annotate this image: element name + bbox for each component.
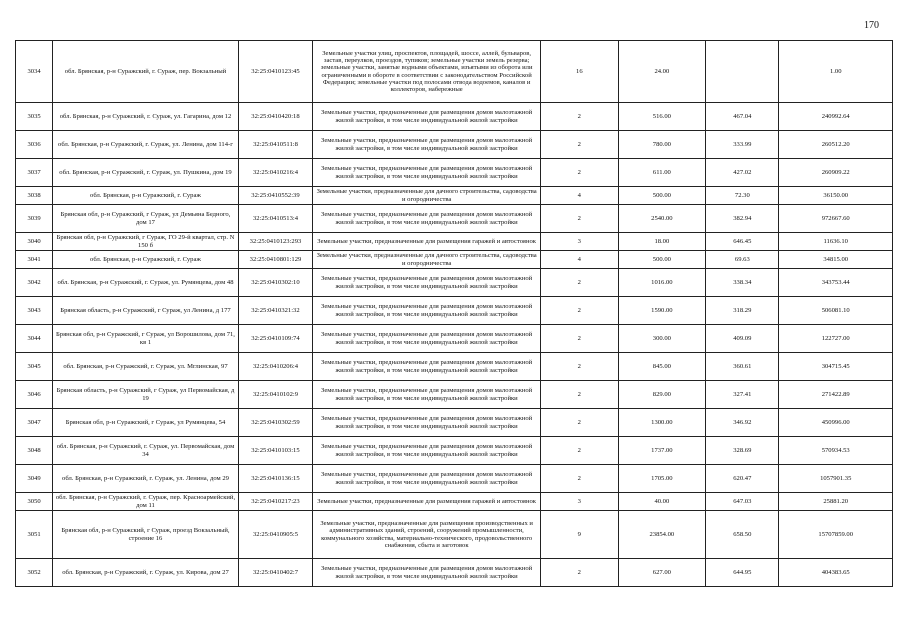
permitted-use-cell: Земельные участки, предназначенные для размещения домов малоэтажной жилой застройки, в том числе индивидуальной жилой застройки [313,465,541,493]
permitted-use-cell: Земельные участки, предназначенные для размещения домов малоэтажной жилой застройки, в том числе индивидуальной жилой застройки [313,103,541,131]
cadastral-value-cell: 1.00 [779,41,893,103]
area-cell: 40.00 [618,493,706,511]
area-cell: 780.00 [618,131,706,159]
use-group-cell: 2 [541,409,618,437]
permitted-use-cell: Земельные участки улиц, проспектов, площадей, шоссе, аллей, бульваров, застав, переулков, проездов, тупиков; земельные участки земель резерва; земельные участки, занятые водными объектами, изъятыми из оборота или ограниченными в обороте в соответствии с законодательством Российской Федерации; земельные участки под полосами отвода водоемов, каналов и коллекторов, набережные [313,41,541,103]
specific-value-cell: 646.45 [706,233,779,251]
cadastral-number-cell: 32:25:0410123:45 [238,41,312,103]
table-row [16,103,893,131]
cadastral-value-cell: 122727.00 [779,325,893,353]
row-number: 3048 [16,437,53,465]
permitted-use-cell: Земельные участки, предназначенные для размещения гаражей и автостоянок [313,493,541,511]
address-cell: обл. Брянская, р-н Суражский, г. Сураж [53,187,239,205]
table-row [16,297,893,325]
address-cell: обл. Брянская, р-н Суражский, г. Сураж, ул. Румянцева, дом 48 [53,269,239,297]
row-number: 3043 [16,297,53,325]
permitted-use-cell: Земельные участки, предназначенные для размещения гаражей и автостоянок [313,233,541,251]
use-group-cell: 2 [541,559,618,587]
table-row [16,511,893,559]
table-row [16,465,893,493]
use-group-cell: 2 [541,465,618,493]
specific-value-cell: 427.02 [706,159,779,187]
cadastral-number-cell: 32:25:0410552:39 [238,187,312,205]
specific-value-cell: 338.34 [706,269,779,297]
table-row [16,269,893,297]
area-cell: 829.00 [618,381,706,409]
permitted-use-cell: Земельные участки, предназначенные для размещения домов малоэтажной жилой застройки, в том числе индивидуальной жилой застройки [313,559,541,587]
cadastral-value-cell: 34815.00 [779,251,893,269]
row-number: 3046 [16,381,53,409]
permitted-use-cell: Земельные участки, предназначенные для размещения домов малоэтажной жилой застройки, в том числе индивидуальной жилой застройки [313,297,541,325]
table-row [16,159,893,187]
cadastral-number-cell: 32:25:0410511:8 [238,131,312,159]
use-group-cell: 3 [541,233,618,251]
cadastral-number-cell: 32:25:0410206:4 [238,353,312,381]
permitted-use-cell: Земельные участки, предназначенные для размещения домов малоэтажной жилой застройки, в том числе индивидуальной жилой застройки [313,325,541,353]
cadastral-value-cell: 506081.10 [779,297,893,325]
permitted-use-cell: Земельные участки, предназначенные для размещения домов малоэтажной жилой застройки, в том числе индивидуальной жилой застройки [313,269,541,297]
area-cell: 1737.00 [618,437,706,465]
cadastral-value-cell: 343753.44 [779,269,893,297]
permitted-use-cell: Земельные участки, предназначенные для размещения домов малоэтажной жилой застройки, в том числе индивидуальной жилой застройки [313,409,541,437]
area-cell: 18.00 [618,233,706,251]
table-row [16,381,893,409]
table-row [16,205,893,233]
permitted-use-cell: Земельные участки, предназначенные для размещения производственных и административных зданий, строений, сооружений промышленности, коммунального хозяйства, материально-технического, продовольственного снабжения, сбыта и заготовок [313,511,541,559]
address-cell: Брянская обл, р-н Суражский, г Сураж, проезд Вокзальный, строение 16 [53,511,239,559]
cadastral-value-cell: 271422.89 [779,381,893,409]
row-number: 3040 [16,233,53,251]
area-cell: 23854.00 [618,511,706,559]
address-cell: Брянская обл, р-н Суражский, г Сураж, ул Румянцева, 54 [53,409,239,437]
specific-value-cell: 346.92 [706,409,779,437]
address-cell: Брянская обл, р-н Суражский, г Сураж, ул Ворошилова, дом 71, кв 1 [53,325,239,353]
area-cell: 500.00 [618,187,706,205]
area-cell: 845.00 [618,353,706,381]
address-cell: обл. Брянская, р-н Суражский, г. Сураж, ул. Гагарина, дом 12 [53,103,239,131]
specific-value-cell: 327.41 [706,381,779,409]
cadastral-number-cell: 32:25:0410905:5 [238,511,312,559]
address-cell: Брянская обл, р-н Суражский, г Сураж, ГО 29-й квартал, стр. N 150 б [53,233,239,251]
table-row [16,187,893,205]
use-group-cell: 2 [541,437,618,465]
row-number: 3042 [16,269,53,297]
cadastral-value-cell: 972667.60 [779,205,893,233]
use-group-cell: 4 [541,251,618,269]
row-number: 3035 [16,103,53,131]
use-group-cell: 2 [541,297,618,325]
use-group-cell: 2 [541,381,618,409]
area-cell: 611.00 [618,159,706,187]
permitted-use-cell: Земельные участки, предназначенные для дачного строительства, садоводства и огородничества [313,187,541,205]
row-number: 3041 [16,251,53,269]
specific-value-cell: 644.95 [706,559,779,587]
cadastral-number-cell: 32:25:0410123:293 [238,233,312,251]
cadastral-value-table [15,40,893,587]
row-number: 3047 [16,409,53,437]
cadastral-number-cell: 32:25:0410513:4 [238,205,312,233]
cadastral-number-cell: 32:25:0410321:32 [238,297,312,325]
cadastral-number-cell: 32:25:0410136:15 [238,465,312,493]
permitted-use-cell: Земельные участки, предназначенные для размещения домов малоэтажной жилой застройки, в том числе индивидуальной жилой застройки [313,159,541,187]
table-row [16,233,893,251]
table-row [16,409,893,437]
cadastral-value-cell: 36150.00 [779,187,893,205]
cadastral-value-cell: 404383.65 [779,559,893,587]
address-cell: обл. Брянская, р-н Суражский, г. Сураж, ул. Первомайская, дом 34 [53,437,239,465]
area-cell: 1300.00 [618,409,706,437]
row-number: 3049 [16,465,53,493]
cadastral-number-cell: 32:25:0410109:74 [238,325,312,353]
area-cell: 627.00 [618,559,706,587]
specific-value-cell: 382.94 [706,205,779,233]
cadastral-value-cell: 11636.10 [779,233,893,251]
permitted-use-cell: Земельные участки, предназначенные для размещения домов малоэтажной жилой застройки, в том числе индивидуальной жилой застройки [313,437,541,465]
area-cell: 300.00 [618,325,706,353]
cadastral-number-cell: 32:25:0410420:18 [238,103,312,131]
cadastral-value-cell: 570934.53 [779,437,893,465]
specific-value-cell: 333.99 [706,131,779,159]
specific-value-cell: 647.03 [706,493,779,511]
cadastral-value-cell: 25881.20 [779,493,893,511]
table-row [16,251,893,269]
specific-value-cell: 72.30 [706,187,779,205]
table-row [16,131,893,159]
cadastral-number-cell: 32:25:0410217:23 [238,493,312,511]
permitted-use-cell: Земельные участки, предназначенные для дачного строительства, садоводства и огородничества [313,251,541,269]
cadastral-value-cell: 304715.45 [779,353,893,381]
row-number: 3052 [16,559,53,587]
area-cell: 1705.00 [618,465,706,493]
table-row [16,437,893,465]
permitted-use-cell: Земельные участки, предназначенные для размещения домов малоэтажной жилой застройки, в том числе индивидуальной жилой застройки [313,381,541,409]
permitted-use-cell: Земельные участки, предназначенные для размещения домов малоэтажной жилой застройки, в том числе индивидуальной жилой застройки [313,131,541,159]
row-number: 3045 [16,353,53,381]
use-group-cell: 9 [541,511,618,559]
cadastral-number-cell: 32:25:0410302:10 [238,269,312,297]
table-row [16,325,893,353]
cadastral-number-cell: 32:25:0410302:59 [238,409,312,437]
cadastral-value-cell: 1057901.35 [779,465,893,493]
address-cell: Брянская обл, р-н Суражский, г Сураж, ул Демьяна Бедного, дом 17 [53,205,239,233]
row-number: 3034 [16,41,53,103]
specific-value-cell: 409.09 [706,325,779,353]
cadastral-number-cell: 32:25:0410216:4 [238,159,312,187]
specific-value-cell: 620.47 [706,465,779,493]
address-cell: обл. Брянская, р-н Суражский, г. Сураж, ул. Пушкина, дом 19 [53,159,239,187]
row-number: 3051 [16,511,53,559]
area-cell: 1016.00 [618,269,706,297]
use-group-cell: 4 [541,187,618,205]
address-cell: обл. Брянская, р-н Суражский, г. Сураж, ул. Ленина, дом 29 [53,465,239,493]
use-group-cell: 2 [541,159,618,187]
specific-value-cell: 318.29 [706,297,779,325]
specific-value-cell: 360.61 [706,353,779,381]
table-row [16,353,893,381]
cadastral-number-cell: 32:25:0410103:15 [238,437,312,465]
specific-value-cell: 69.63 [706,251,779,269]
address-cell: обл. Брянская, р-н Суражский, г. Сураж, ул. Мглинская, 97 [53,353,239,381]
permitted-use-cell: Земельные участки, предназначенные для размещения домов малоэтажной жилой застройки, в том числе индивидуальной жилой застройки [313,205,541,233]
use-group-cell: 2 [541,205,618,233]
row-number: 3036 [16,131,53,159]
use-group-cell: 3 [541,493,618,511]
area-cell: 1590.00 [618,297,706,325]
address-cell: обл. Брянская, р-н Суражский, г. Сураж, ул. Кирова, дом 27 [53,559,239,587]
cadastral-number-cell: 32:25:0410102:9 [238,381,312,409]
address-cell: Брянская область, р-н Суражский, г Сураж, ул Ленина, д 177 [53,297,239,325]
use-group-cell: 2 [541,269,618,297]
table-row [16,559,893,587]
cadastral-value-cell: 260909.22 [779,159,893,187]
specific-value-cell: 328.69 [706,437,779,465]
cadastral-number-cell: 32:25:0410801:129 [238,251,312,269]
row-number: 3050 [16,493,53,511]
address-cell: Брянская область, р-н Суражский, г Сураж, ул Первомайская, д 19 [53,381,239,409]
cadastral-value-cell: 260512.20 [779,131,893,159]
cadastral-value-cell: 240992.64 [779,103,893,131]
area-cell: 516.00 [618,103,706,131]
row-number: 3044 [16,325,53,353]
table-row [16,41,893,103]
address-cell: обл. Брянская, р-н Суражский, г. Сураж, пер. Вокзальный [53,41,239,103]
area-cell: 2540.00 [618,205,706,233]
specific-value-cell: 467.04 [706,103,779,131]
cadastral-number-cell: 32:25:0410402:7 [238,559,312,587]
row-number: 3038 [16,187,53,205]
use-group-cell: 2 [541,353,618,381]
table-row [16,493,893,511]
cadastral-value-cell: 450996.00 [779,409,893,437]
area-cell: 500.00 [618,251,706,269]
specific-value-cell [706,41,779,103]
use-group-cell: 2 [541,325,618,353]
permitted-use-cell: Земельные участки, предназначенные для размещения домов малоэтажной жилой застройки, в том числе индивидуальной жилой застройки [313,353,541,381]
address-cell: обл. Брянская, р-н Суражский, г. Сураж [53,251,239,269]
specific-value-cell: 658.50 [706,511,779,559]
address-cell: обл. Брянская, р-н Суражский, г. Сураж, пер. Красноармейский, дом 11 [53,493,239,511]
row-number: 3037 [16,159,53,187]
row-number: 3039 [16,205,53,233]
page-number: 170 [864,20,879,31]
use-group-cell: 2 [541,131,618,159]
cadastral-value-cell: 15707859.00 [779,511,893,559]
address-cell: обл. Брянская, р-н Суражский, г. Сураж, ул. Ленина, дом 114-г [53,131,239,159]
use-group-cell: 2 [541,103,618,131]
area-cell: 24.00 [618,41,706,103]
use-group-cell: 16 [541,41,618,103]
